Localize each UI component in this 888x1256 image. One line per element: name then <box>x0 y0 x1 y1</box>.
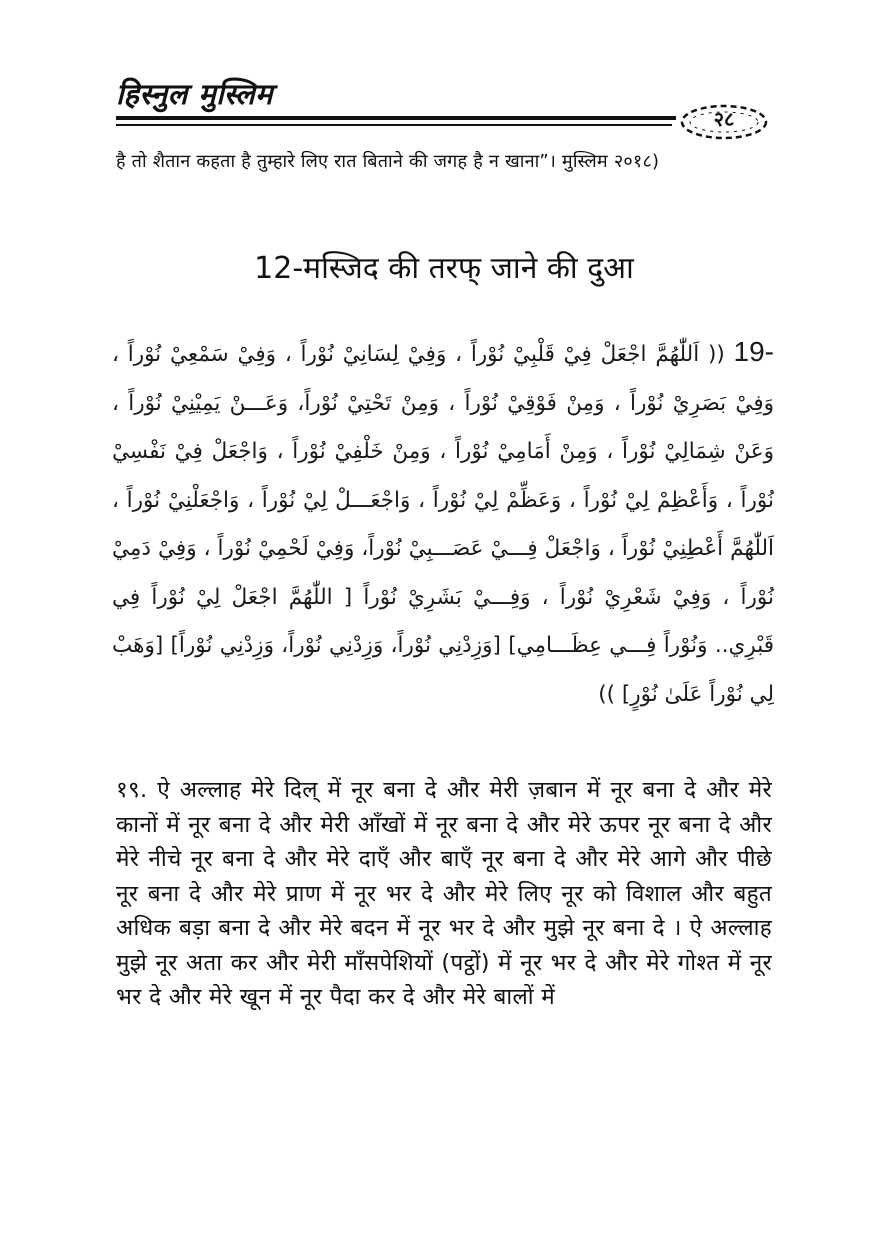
section-heading: 12-मस्जिद की तरफ् जाने की दुआ <box>254 251 634 286</box>
arabic-text: (( اَللّٰهُمَّ اجْعَلْ فِيْ قَلْبِيْ نُوْراً ، وَفِيْ لِسَانِيْ نُوْراً ، وَفِيْ سَمْعِيْ نُوْراً ، وَفِيْ بَصَرِيْ نُوْراً ، وَمِنْ فَوْقِيْ نُوْراً ، وَمِنْ تَحْتِيْ نُوْراً، وَعَـــنْ يَمِيْنِيْ نُوْراً ، وَعَنْ شِمَالِيْ نُوْراً ، وَمِنْ أَمَامِيْ نُوْراً ، وَمِنْ خَلْفِيْ نُوْراً ، وَاجْعَلْ فِيْ نَفْسِيْ نُوْراً ، وَأَعْظِمْ لِيْ نُوْراً ، وَعَظِّمْ لِيْ نُوْراً ، وَاجْعَـــلْ لِيْ نُوْراً ، وَاجْعَلْنِيْ نُوْراً ، اَللّٰهُمَّ أَعْطِنِيْ نُوْراً ، وَاجْعَلْ فِـــيْ عَصَـــبِيْ نُوْراً، وَفِيْ لَحْمِيْ نُوْراً ، وَفِيْ دَمِيْ نُوْراً ، وَفِيْ شَعْرِيْ نُوْراً ، وَفِـــيْ بَشَرِيْ نُوْراً [ اللّٰهُمَّ اجْعَلْ لِيْ نُوْراً فِي قَبْرِي.. وَنُوْراً فِـــي عِظَـــامِي] [وَزِدْنِي نُوْراً، وَزِدْنِي نُوْراً، وَزِدْنِي نُوْراً] [وَهَبْ لِي نُوْراً عَلَىٰ نُوْرٍ] )) <box>112 342 774 707</box>
arabic-dua <box>112 328 774 719</box>
page-number: २८ <box>713 107 735 131</box>
dua-number: 19- <box>733 336 774 367</box>
book-title: हिस्नुल मुस्लिम <box>116 77 273 111</box>
header-rule-thick <box>116 116 676 120</box>
continued-text: है तो शैतान कहता है तुम्हारे लिए रात बिताने की जगह है न खाना”। मुस्लिम २०१८) <box>116 151 660 172</box>
header-rule-thin <box>116 124 672 126</box>
dua-translation: १९. ऐ अल्लाह मेरे दिल् में नूर बना दे और मेरी ज़बान में नूर बना दे और मेरे कानों में नूर बना दे और मेरी आँखों में नूर बना दे और मेरे ऊपर नूर बना दे और मेरे नीचे नूर बना दे और मेरे दाएँ और बाएँ नूर बना दे और मेरे आगे और पीछे नूर बना दे और मेरे प्राण में नूर भर दे और मेरे लिए नूर को विशाल और बहुत अधिक बड़ा बना दे और मेरे बदन में नूर भर दे और मुझे नूर बना दे । ऐ अल्लाह मुझे नूर अता कर और मेरी माँसपेशियों (पट्ठों) में नूर भर दे और मेरे गोश्त में नूर भर दे और मेरे खून में नूर पैदा कर दे और मेरे बालों में <box>116 777 772 1010</box>
